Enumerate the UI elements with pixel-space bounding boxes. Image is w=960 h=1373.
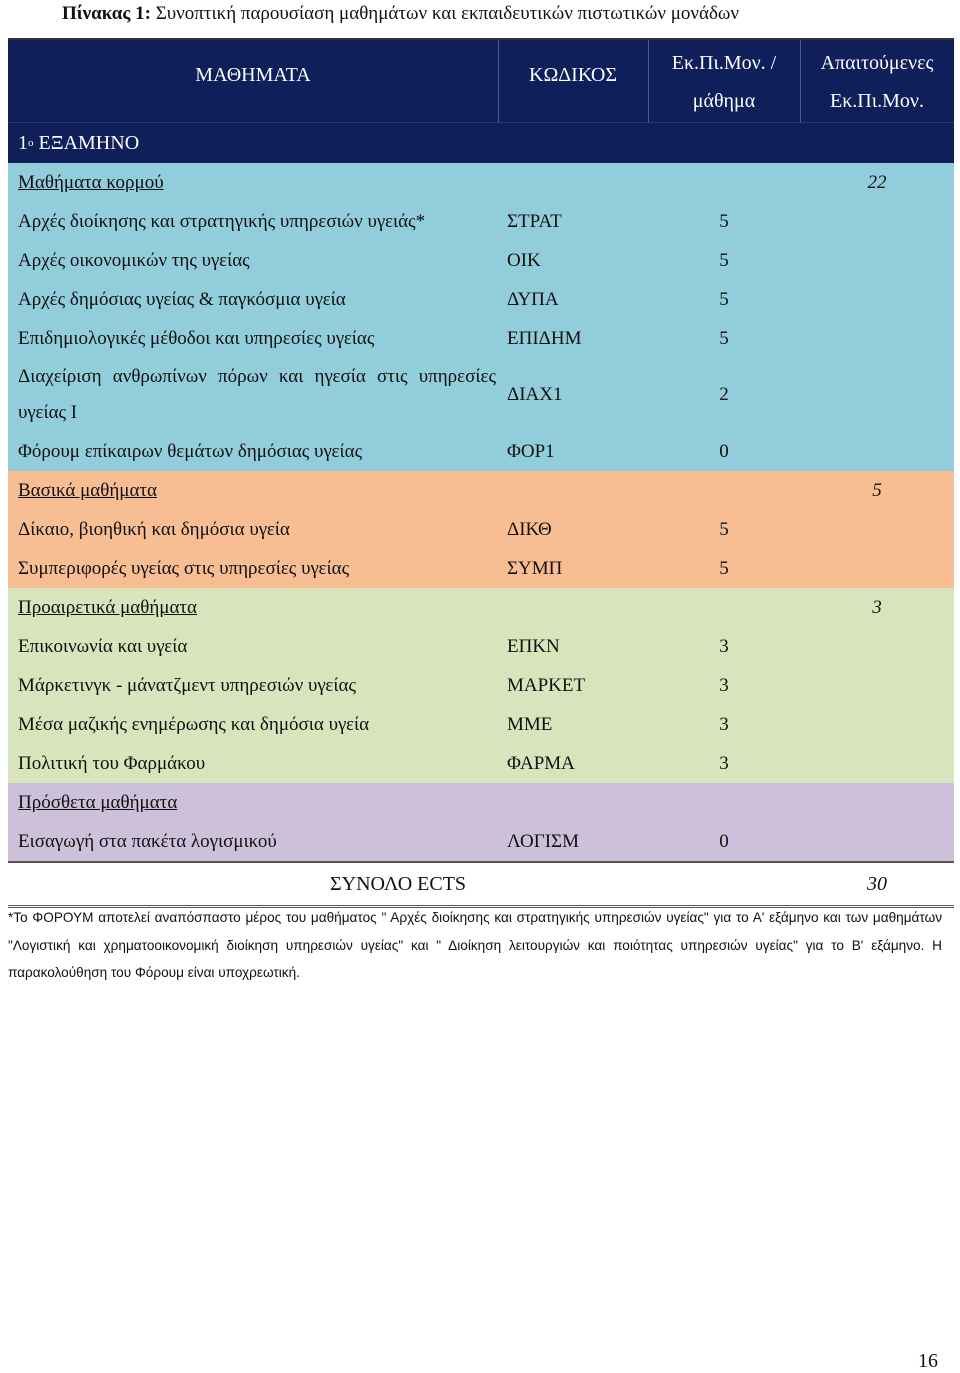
course-ects: 0 bbox=[719, 830, 729, 852]
table-row bbox=[8, 666, 954, 705]
total-label: ΣΥΝΟΛΟ ECTS bbox=[330, 872, 467, 895]
course-name: Διαχείριση ανθρωπίνων πόρων και ηγεσία στις υπηρεσίες υγείας Ι bbox=[18, 366, 496, 423]
course-code: ΣΥΜΠ bbox=[507, 557, 563, 579]
course-name: Αρχές διοίκησης και στρατηγικής υπηρεσιών υγειάς* bbox=[18, 210, 426, 232]
semester-text: ΕΞΑΜΗΝΟ bbox=[38, 131, 140, 154]
caption-text: Συνοπτική παρουσίαση μαθημάτων και εκπαιδευτικών πιστωτικών μονάδων bbox=[155, 3, 739, 24]
course-name: Μάρκετινγκ - μάνατζμεντ υπηρεσιών υγείας bbox=[18, 674, 356, 696]
course-code: ΦΑΡΜΑ bbox=[507, 752, 575, 774]
caption-label: Πίνακας 1: bbox=[62, 3, 151, 24]
course-name: Αρχές οικονομικών της υγείας bbox=[18, 249, 250, 271]
course-code: ΔΙΑΧ1 bbox=[507, 384, 563, 405]
header-required-line1: Απαιτούμενες bbox=[820, 52, 934, 74]
course-ects: 0 bbox=[719, 440, 729, 462]
course-code: ΜΑΡΚΕΤ bbox=[507, 674, 586, 696]
course-ects: 3 bbox=[719, 752, 729, 774]
course-name: Πολιτική του Φαρμάκου bbox=[18, 752, 206, 774]
course-code: ΕΠΙΔΗΜ bbox=[507, 327, 582, 349]
course-name: Μέσα μαζικής ενημέρωσης και δημόσια υγεία bbox=[18, 713, 370, 735]
course-name: Επιδημιολογικές μέθοδοι και υπηρεσίες υγείας bbox=[18, 327, 375, 349]
course-ects: 5 bbox=[719, 288, 729, 310]
course-code: ΦΟΡ1 bbox=[507, 440, 555, 462]
course-code: ΟΙΚ bbox=[507, 249, 541, 271]
course-name: Δίκαιο, βιοηθική και δημόσια υγεία bbox=[18, 518, 290, 540]
page-number: 16 bbox=[918, 1350, 938, 1372]
section-title: Βασικά μαθήματα bbox=[18, 479, 158, 501]
header-required bbox=[800, 40, 954, 126]
total-row bbox=[8, 861, 954, 908]
header-ects-line1: Εκ.Πι.Μον. / bbox=[671, 52, 777, 74]
course-name: Συμπεριφορές υγείας στις υπηρεσίες υγείας bbox=[18, 557, 350, 579]
section-extra-header bbox=[8, 783, 954, 822]
course-ects: 2 bbox=[719, 384, 729, 405]
course-code: ΔΙΚΘ bbox=[507, 518, 552, 540]
header-code: ΚΩΔΙΚΟΣ bbox=[529, 63, 617, 86]
course-ects: 5 bbox=[719, 518, 729, 540]
section-required: 3 bbox=[872, 596, 882, 618]
courses-table bbox=[8, 38, 954, 908]
course-ects: 5 bbox=[719, 557, 729, 579]
section-title: Προαιρετικά μαθήματα bbox=[18, 596, 197, 618]
semester-row bbox=[8, 122, 954, 163]
header-required-line2: Εκ.Πι.Μον. bbox=[830, 90, 924, 112]
semester-ordinal: ο bbox=[28, 137, 34, 149]
course-ects: 3 bbox=[719, 635, 729, 657]
table-row bbox=[8, 510, 954, 549]
course-code: ΜΜΕ bbox=[507, 713, 553, 735]
table-row bbox=[8, 358, 954, 432]
table-row bbox=[8, 241, 954, 280]
semester-label bbox=[18, 123, 496, 163]
section-title: Πρόσθετα μαθήματα bbox=[18, 791, 178, 813]
table-row bbox=[8, 202, 954, 241]
table-caption bbox=[62, 0, 739, 28]
table-row bbox=[8, 744, 954, 783]
course-code: ΕΠΚΝ bbox=[507, 635, 560, 657]
table-row bbox=[8, 705, 954, 744]
course-name: Αρχές δημόσιας υγείας & παγκόσμια υγεία bbox=[18, 288, 346, 310]
section-title: Μαθήματα κορμού bbox=[18, 171, 164, 193]
table-row bbox=[8, 627, 954, 666]
table-row bbox=[8, 432, 954, 471]
course-ects: 5 bbox=[719, 249, 729, 271]
course-ects: 5 bbox=[719, 327, 729, 349]
course-name: Εισαγωγή στα πακέτα λογισμικού bbox=[18, 830, 277, 852]
table-row bbox=[8, 319, 954, 358]
course-name: Επικοινωνία και υγεία bbox=[18, 635, 188, 657]
section-required: 22 bbox=[867, 171, 887, 193]
table-row bbox=[8, 549, 954, 588]
course-ects: 3 bbox=[719, 674, 729, 696]
table-row bbox=[8, 280, 954, 319]
course-code: ΣΤΡΑΤ bbox=[507, 210, 562, 232]
course-code: ΔΥΠΑ bbox=[507, 288, 559, 310]
course-code: ΛΟΓΙΣΜ bbox=[507, 830, 579, 852]
course-name: Φόρουμ επίκαιρων θεμάτων δημόσιας υγείας bbox=[18, 440, 363, 462]
section-core-header bbox=[8, 163, 954, 202]
semester-number: 1 bbox=[18, 131, 28, 154]
total-value: 30 bbox=[867, 872, 887, 895]
section-basic-header bbox=[8, 471, 954, 510]
header-ects bbox=[648, 40, 800, 126]
course-ects: 5 bbox=[719, 210, 729, 232]
header-courses: ΜΑΘΗΜΑΤΑ bbox=[195, 63, 311, 86]
section-required: 5 bbox=[872, 479, 882, 501]
table-row bbox=[8, 822, 954, 861]
footnote: *Το ΦΟΡΟΥΜ αποτελεί αναπόσπαστο μέρος του μαθήματος " Αρχές διοίκησης και στρατηγικής υπηρεσιών υγείας" για το Α' εξάμηνο και των μαθημάτων "Λογιστική και χρηματοοικονομική διοίκηση υπηρεσιών υγείας" και " Διοίκηση λειτουργιών και ποιότητας υπηρεσιών υγείας" για το Β' εξάμηνο. Η παρακολούθηση του Φόρουμ είναι υποχρεωτική. bbox=[8, 910, 942, 980]
header-ects-line2: μάθημα bbox=[692, 90, 756, 112]
section-optional-header bbox=[8, 588, 954, 627]
table-header bbox=[8, 38, 954, 122]
course-ects: 3 bbox=[719, 713, 729, 735]
